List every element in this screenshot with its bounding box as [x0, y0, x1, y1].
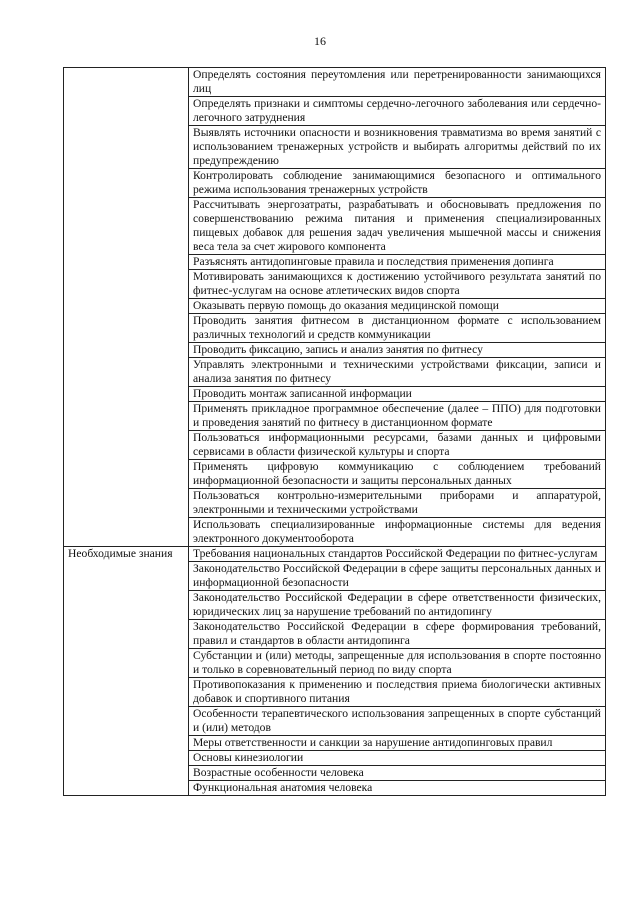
competency-table — [63, 67, 606, 796]
requirement-text: Основы кинезиологии — [189, 751, 606, 766]
requirement-text: Использовать специализированные информационные системы для ведения электронного документооборота — [189, 518, 606, 547]
table-row — [64, 68, 606, 97]
requirement-text: Требования национальных стандартов Российской Федерации по фитнес-услугам — [189, 547, 606, 562]
requirement-text: Меры ответственности и санкции за нарушение антидопинговых правил — [189, 736, 606, 751]
section-heading: Необходимые знания — [64, 547, 189, 796]
table-row — [64, 547, 606, 562]
requirement-text: Выявлять источники опасности и возникновения травматизма во время занятий с использованием тренажерных устройств и выбирать алгоритмы действий по их предупреждению — [189, 126, 606, 169]
page-number: 16 — [314, 34, 326, 48]
requirement-text: Законодательство Российской Федерации в сфере защиты персональных данных и информационной безопасности — [189, 562, 606, 591]
requirement-text: Рассчитывать энергозатраты, разрабатывать и обосновывать предложения по совершенствованию режима питания и применения специализированных пищевых добавок для решения задач увеличения мышечной массы и снижения веса тела за счет жирового компонента — [189, 198, 606, 255]
requirement-text: Проводить фиксацию, запись и анализ занятия по фитнесу — [189, 343, 606, 358]
requirement-text: Применять цифровую коммуникацию с соблюдением требований информационной безопасности и защиты персональных данных — [189, 460, 606, 489]
requirement-text: Субстанции и (или) методы, запрещенные для использования в спорте постоянно и только в соревновательный период по виду спорта — [189, 649, 606, 678]
requirement-text: Проводить занятия фитнесом в дистанционном формате с использованием различных технологий и средств коммуникации — [189, 314, 606, 343]
section-heading — [64, 68, 189, 547]
requirement-text: Законодательство Российской Федерации в сфере ответственности физических, юридических лиц за нарушение требований по антидопингу — [189, 591, 606, 620]
requirement-text: Проводить монтаж записанной информации — [189, 387, 606, 402]
requirement-text: Определять признаки и симптомы сердечно-легочного заболевания или сердечно-легочного затруднения — [189, 97, 606, 126]
requirement-text: Оказывать первую помощь до оказания медицинской помощи — [189, 299, 606, 314]
requirement-text: Функциональная анатомия человека — [189, 781, 606, 796]
requirement-text: Мотивировать занимающихся к достижению устойчивого результата занятий по фитнес-услугам на основе атлетических видов спорта — [189, 270, 606, 299]
requirement-text: Пользоваться информационными ресурсами, базами данных и цифровыми сервисами в области физической культуры и спорта — [189, 431, 606, 460]
requirement-text: Особенности терапевтического использования запрещенных в спорте субстанций и (или) методов — [189, 707, 606, 736]
requirement-text: Контролировать соблюдение занимающимися безопасного и оптимального режима использования тренажерных устройств — [189, 169, 606, 198]
requirement-text: Разъяснять антидопинговые правила и последствия применения допинга — [189, 255, 606, 270]
requirement-text: Противопоказания к применению и последствия приема биологически активных добавок и спортивного питания — [189, 678, 606, 707]
requirement-text: Пользоваться контрольно-измерительными приборами и аппаратурой, электронными и техническими устройствами — [189, 489, 606, 518]
requirement-text: Законодательство Российской Федерации в сфере формирования требований, правил и стандартов в области антидопинга — [189, 620, 606, 649]
requirement-text: Применять прикладное программное обеспечение (далее – ППО) для подготовки и проведения занятий по фитнесу в дистанционном формате — [189, 402, 606, 431]
requirement-text: Управлять электронными и техническими устройствами фиксации, записи и анализа занятия по фитнесу — [189, 358, 606, 387]
requirement-text: Определять состояния переутомления или перетренированности занимающихся лиц — [189, 68, 606, 97]
requirement-text: Возрастные особенности человека — [189, 766, 606, 781]
